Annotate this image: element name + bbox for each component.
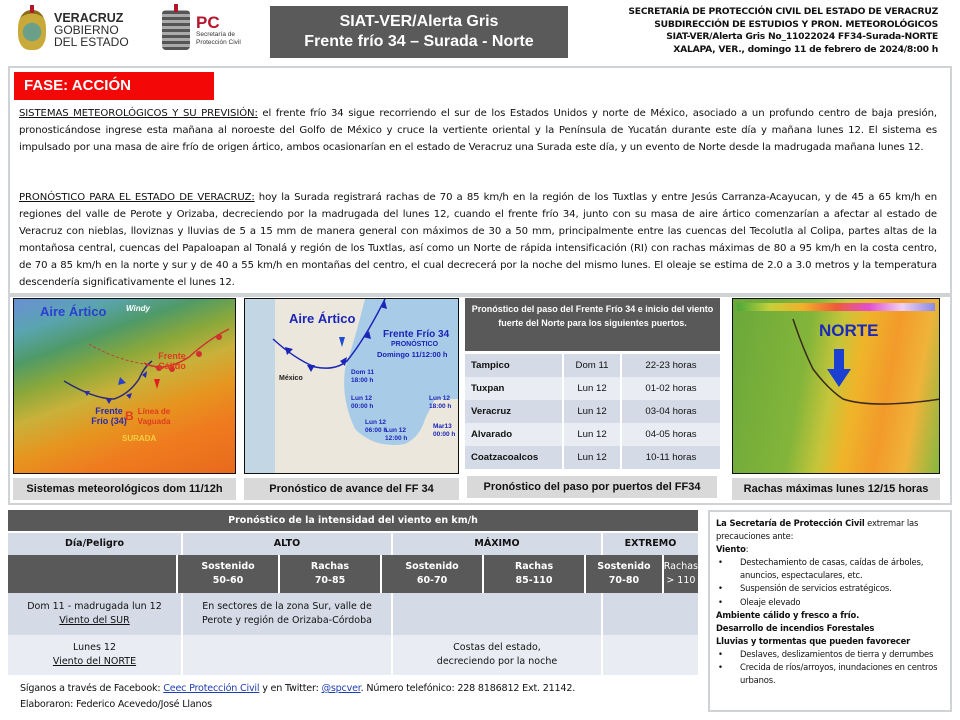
sub-cell: Rachas > 110	[663, 561, 699, 586]
port-row	[465, 400, 720, 423]
forecast-subtitle: PRONÓSTICO	[391, 341, 439, 348]
systems-text: el frente frío 34 sigue recorriendo el sur de los Estados Unidos y norte de México, asociado a un profundo centro de baja presión, pronosticándose ingrese esta mañana al noroeste del Golfo de México y cruce la vertiente oriental y la Península de Yucatán durante este día y mañana lunes 12. El sistema es impulsado por una masa de aire frío de origen ártico, ambos ocasionarían en el estado de Veracruz una Surada este día, y un evento de Norte desde la madrugada mañana lunes 12.	[19, 108, 937, 153]
port-name: Tampico	[465, 354, 564, 377]
recs-item: • Deslaves, deslizamientos de tierra y derrumbes	[716, 648, 946, 661]
header-info-line: SUBDIRECCIÓN DE ESTUDIOS Y PRON. METEOROLÓGICOS	[654, 18, 938, 30]
wind-table-header	[8, 533, 698, 555]
twitter-link[interactable]: @spcver	[321, 683, 361, 694]
mexico-label: México	[279, 375, 303, 382]
sub-cell: Sostenido 70-80	[586, 555, 664, 593]
logo-pc-abbr: PC	[196, 12, 220, 32]
alert-title	[270, 6, 568, 58]
front-title: Frente Frío 34	[383, 329, 450, 340]
col-maximo: MÁXIMO	[393, 533, 603, 555]
forecast-date: Domingo 11/12:00 h	[377, 350, 448, 359]
phone-text: . Número telefónico: 228 8186812 Ext. 21142.	[360, 683, 576, 694]
forecast-paragraph	[19, 190, 937, 291]
day-cell: Dom 11 - madrugada lun 12 Viento del SUR	[8, 593, 183, 635]
recs-intro: extremar las precauciones ante:	[716, 518, 919, 542]
port-day: Lun 12	[564, 423, 622, 446]
step-label: Mar13 00:00 h	[433, 423, 456, 438]
max-gusts-map	[732, 298, 940, 474]
logo-pc-line2: Protección Civil	[196, 38, 241, 46]
port-day: Lun 12	[564, 446, 622, 469]
port-hours: 03-04 horas	[645, 406, 697, 417]
day-cell: Lunes 12 Viento del NORTE	[8, 635, 183, 675]
alert-title-line1: SIAT-VER/Alerta Gris	[339, 13, 499, 30]
alert-title-line2: Frente frío 34 – Surada - Norte	[304, 33, 534, 50]
header-info-line: XALAPA, VER., domingo 11 de febrero de 2024/8:00 h	[673, 43, 938, 55]
port-row	[465, 446, 720, 469]
sub-cell: Sostenido 50-60	[178, 555, 280, 593]
alto-cell: En sectores de la zona Sur, valle de Perote y región de Orizaba-Córdoba	[183, 593, 393, 635]
step-label: Lun 12 00:00 h	[351, 395, 374, 410]
proteccion-civil-logo	[162, 6, 262, 54]
map2-caption: Pronóstico de avance del FF 34	[244, 478, 459, 500]
arctic-air-label: Aire Ártico	[289, 311, 356, 326]
recs-item: • Crecida de ríos/arroyos, inundaciones en centros urbanos.	[716, 661, 946, 687]
maximo-cell: Costas del estado, decreciendo por la noche	[393, 635, 603, 675]
recs-item: • Destechamiento de casas, caídas de árboles, anuncios, espectaculares, etc.	[716, 556, 946, 582]
port-day: Dom 11	[564, 354, 622, 377]
port-name: Alvarado	[465, 423, 564, 446]
weather-systems-map	[13, 298, 236, 474]
pc-crest-icon	[162, 10, 190, 50]
surada-label: SURADA	[122, 434, 157, 443]
alto-cell	[183, 635, 393, 675]
extremo-cell	[603, 635, 698, 675]
port-hours: 01-02 horas	[645, 383, 697, 394]
front-progress-map	[244, 298, 459, 474]
port-day: Lun 12	[564, 400, 622, 423]
header-info	[578, 6, 938, 56]
step-label: Lun 12 18:00 h	[429, 395, 452, 410]
arctic-air-label: Aire Ártico	[40, 304, 107, 319]
low-pressure-label: B	[125, 409, 134, 423]
facebook-link[interactable]: Ceec Protección Civil	[163, 683, 260, 694]
twitter-prefix: y en Twitter:	[259, 683, 322, 694]
port-day: Lun 12	[564, 377, 622, 400]
wind-table-subheader	[8, 555, 698, 593]
forecast-text: hoy la Surada registrará rachas de 70 a 85 km/h en la región de los Tuxtlas y entre Jesús Carranza-Acayucan, y de 45 a 65 km/h en regiones del valle de Perote y Orizaba, decreciendo por la madrugada del lunes 12, cuando el frente frío 34, junto con su masa de aire ártico comenzarían a afectar al estado de Veracruz con nieblas, lloviznas y lluvias de 5 a 15 mm de manera general con máximos de 30 a 50 mm, principalmente entre las cuencas del Tecolutla al Colipa, partes altas de la montañosa central, cuencas del Papaloapan al Tonalá y región de los Tuxtlas, así como un Norte de rápida intensificación (RI) con rachas máximas de 80 a 95 km/h en la costa centro, de 70 a 85 km/h en la norte y sur y de 40 a 55 km/h en montañas del centro, el cual decrecerá por la noche del mismo lunes. El oleaje se estima de 2.0 a 3.0 metros y la temperatura descendería significativamente el lunes 12.	[19, 192, 937, 288]
port-hours: 10-11 horas	[645, 452, 697, 463]
norte-label: NORTE	[819, 321, 879, 340]
col-alto: ALTO	[183, 533, 393, 555]
port-row	[465, 354, 720, 377]
port-row	[465, 377, 720, 400]
port-hours: 22-23 horas	[645, 360, 697, 371]
warm-front-label: Frente Cálido	[158, 351, 186, 371]
wind-table-row	[8, 593, 698, 635]
port-name: Tuxpan	[465, 377, 564, 400]
col-day: Día/Peligro	[8, 533, 183, 555]
sub-cell: Rachas 70-85	[280, 555, 382, 593]
veracruz-crest-icon	[18, 10, 46, 50]
trough-label: Línea de Vaguada	[137, 407, 171, 426]
recs-ambient: Ambiente cálido y fresco a frío.	[716, 609, 860, 620]
ports-caption: Pronóstico del paso por puertos del FF34	[467, 476, 717, 498]
step-label: Dom 11 18:00 h	[351, 369, 375, 384]
header-info-line: SIAT-VER/Alerta Gris No_11022024 FF34-Surada-NORTE	[666, 31, 938, 43]
authors: Elaboraron: Federico Acevedo/José Llanos	[20, 699, 212, 710]
recs-item: • Oleaje elevado	[716, 596, 946, 609]
veracruz-government-logo	[18, 6, 158, 54]
systems-paragraph	[19, 106, 937, 157]
ports-table-title: Pronóstico del paso del Frente Frío 34 e inicio del viento fuerte del Norte para los siguientes puertos.	[465, 298, 720, 351]
recs-wind-heading: Viento	[716, 544, 746, 555]
systems-heading: SISTEMAS METEOROLÓGICOS Y SU PREVISIÓN:	[19, 108, 258, 119]
recs-fires: Desarrollo de incendios Forestales	[716, 622, 875, 633]
footer	[20, 681, 700, 713]
step-label: Lun 12 12:00 h	[385, 427, 408, 442]
port-name: Coatzacoalcos	[465, 446, 564, 469]
logo-pc-line1: Secretaría de	[196, 30, 236, 38]
sub-cell: Sostenido 60-70	[382, 555, 484, 593]
logo-ver-line3: DEL ESTADO	[54, 35, 129, 49]
map1-caption: Sistemas meteorológicos dom 11/12h	[13, 478, 236, 500]
map4-caption: Rachas máximas lunes 12/15 horas	[732, 478, 940, 500]
wind-table-title: Pronóstico de la intensidad del viento en km/h	[8, 510, 698, 531]
recommendations-box: La Secretaría de Protección Civil extremar las precauciones ante: Viento: • Destechamiento de casas, caídas de árboles, anuncios, espectaculares, etc. • Suspensión de servicios estratégicos. • Oleaje elevado Ambiente cálido y fresco a frío. Desarrollo de incendios Forestales Lluvias y tormentas que pueden favorecer • Deslaves, deslizamientos de tierra y derrumbes • Crecida de ríos/arroyos, inundaciones en centros urbanos.	[708, 510, 952, 712]
phase-badge: FASE: ACCIÓN	[14, 72, 214, 100]
header-info-line: SECRETARÍA DE PROTECCIÓN CIVIL DEL ESTADO DE VERACRUZ	[628, 6, 938, 17]
step-label: Lun 12 06:00 h	[365, 419, 388, 434]
cold-front-label: Frente Frío (34)	[91, 406, 127, 426]
sub-cell: Rachas 85-110	[484, 555, 586, 593]
maximo-cell	[393, 593, 603, 635]
blank-cell	[8, 555, 178, 593]
windy-label: Windy	[126, 304, 150, 313]
recs-rain-heading: Lluvias y tormentas que pueden favorecer	[716, 635, 911, 646]
logo-ver-line1: VERACRUZ	[54, 11, 124, 25]
extremo-cell	[603, 593, 698, 635]
port-hours: 04-05 horas	[645, 429, 697, 440]
port-row	[465, 423, 720, 446]
follow-prefix: Síganos a través de Facebook:	[20, 683, 164, 694]
wind-table-row	[8, 635, 698, 675]
recs-item: • Suspensión de servicios estratégicos.	[716, 582, 946, 595]
port-name: Veracruz	[465, 400, 564, 423]
logo-ver-line2: GOBIERNO	[54, 23, 119, 37]
forecast-heading: PRONÓSTICO PARA EL ESTADO DE VERACRUZ:	[19, 192, 255, 203]
recs-intro-bold: La Secretaría de Protección Civil	[716, 518, 865, 528]
col-extremo: EXTREMO	[624, 538, 677, 549]
